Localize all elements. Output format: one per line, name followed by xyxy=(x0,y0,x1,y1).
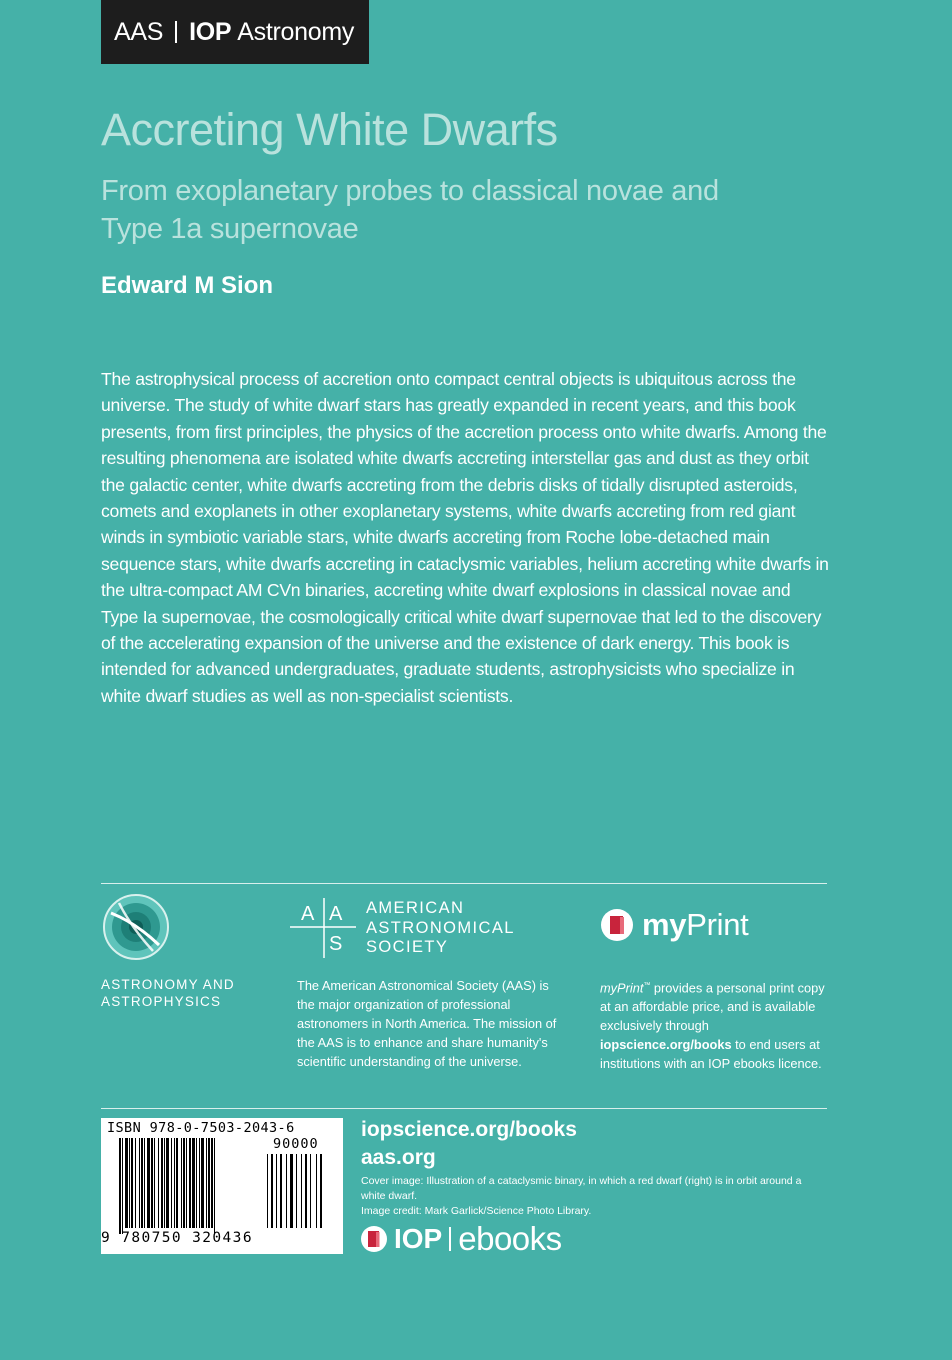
aas-link[interactable]: aas.org xyxy=(361,1146,436,1169)
badge-separator xyxy=(175,21,177,43)
ebooks-wordmark: ebooks xyxy=(458,1220,562,1257)
book-description: The astrophysical process of accretion onto compact central objects is ubiquitous across the universe. The study of white dwarf stars has greatly expanded in recent years, and this book presents, from first principles, the physics of the accretion process onto white dwarfs. Among the resulting phenomena are isolated white dwarfs accreting interstellar gas and dust as they orbit the galactic center, white dwarfs accreting from the debris disks of tidally disrupted asteroids, comets and exoplanets in other exoplanetary systems, white dwarfs accreting from red giant winds in symbiotic variable stars, white dwarfs accreting from Roche lobe-detached main sequence stars, white dwarfs accreting in cataclysmic variables, helium accreting white dwarfs in the ultra-compact AM CVn binaries, accreting white dwarf explosions in classical novae and Type Ia supernovae, the cosmologically critical white dwarf supernovae that led to the discovery of the accelerating expansion of the universe and the existence of dark energy. This book is intended for advanced undergraduates, graduate students, astrophysicists who specialize in white dwarf studies as well as non-specialist scientists. xyxy=(101,369,829,706)
iopscience-link[interactable]: iopscience.org/books xyxy=(361,1118,577,1141)
svg-text:S: S xyxy=(329,933,343,955)
astronomy-line1: ASTRONOMY AND xyxy=(101,977,235,992)
aas-line1: AMERICAN xyxy=(366,899,465,917)
price-code: 90000 xyxy=(273,1136,319,1152)
aas-description: The American Astronomical Society (AAS) is the major organization of professional astronomers in North America. The mission of the AAS is to enhance and share humanity's scientific understanding of the universe. xyxy=(297,978,557,1069)
aas-icon xyxy=(290,898,356,963)
myprint-brand: myPrint xyxy=(600,980,644,996)
iop-label: IOP xyxy=(189,17,232,46)
isbn-text: ISBN 978-0-7503-2043-6 xyxy=(107,1120,295,1136)
cover-image-caption: Cover image: Illustration of a cataclysmic binary, in which a red dwarf (right) is in orbit around a white dwarf. xyxy=(361,1175,802,1202)
aas-line2: ASTRONOMICAL xyxy=(366,918,515,937)
myprint-text-1: provides a personal print copy at an affordable price, and is available exclusively through xyxy=(600,980,825,1034)
aas-label: AAS xyxy=(114,17,164,46)
svg-text:A: A xyxy=(301,903,315,925)
aas-wordmark xyxy=(366,899,515,958)
myprint-link: iopscience.org/books xyxy=(600,1037,732,1053)
myprint-text-2: to end users at institutions with an IOP ebooks licence. xyxy=(600,1037,822,1072)
book-subtitle: From exoplanetary probes to classical novae and Type 1a supernovae xyxy=(101,175,719,245)
astronomy-astrophysics-icon xyxy=(101,893,171,968)
book-title: Accreting White Dwarfs xyxy=(101,104,558,155)
isbn-barcode xyxy=(101,1118,343,1254)
image-credit: Image credit: Mark Garlick/Science Photo Library. xyxy=(361,1205,592,1217)
astronomy-line2: ASTROPHYSICS xyxy=(101,994,222,1009)
links xyxy=(361,1116,577,1172)
astronomy-astrophysics-label xyxy=(101,976,271,1010)
iop-wordmark: IOP xyxy=(394,1223,443,1254)
publisher-badge xyxy=(101,0,369,64)
myprint-icon xyxy=(600,908,634,942)
myprint-print: Print xyxy=(686,907,749,942)
svg-text:A: A xyxy=(329,903,343,925)
iop-book-icon xyxy=(360,1225,388,1253)
myprint-description xyxy=(600,976,828,1073)
trademark-symbol: ™ xyxy=(643,982,651,989)
image-credits xyxy=(361,1174,821,1219)
iop-ebooks-logo xyxy=(360,1220,562,1258)
myprint-logo xyxy=(600,907,748,943)
divider-top xyxy=(101,883,827,884)
barcode-digits: 9 780750 320436 xyxy=(101,1230,253,1246)
aas-line3: SOCIETY xyxy=(366,938,449,956)
logo-separator xyxy=(449,1227,451,1251)
myprint-my: my xyxy=(642,907,687,942)
divider-bottom xyxy=(101,1108,827,1109)
book-author: Edward M Sion xyxy=(101,272,274,299)
astronomy-label: Astronomy xyxy=(237,17,355,46)
